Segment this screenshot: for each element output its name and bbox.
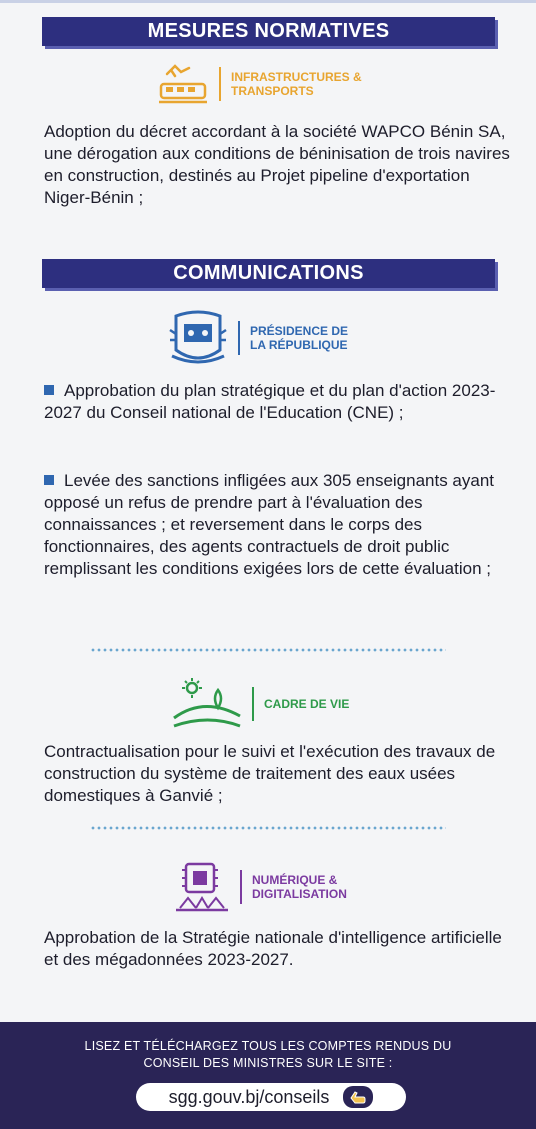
presidence-label xyxy=(250,324,348,352)
numerique-label-line2: DIGITALISATION xyxy=(252,887,347,901)
site-link-button[interactable] xyxy=(136,1083,406,1111)
presidence-label-line1: PRÉSIDENCE DE xyxy=(250,324,349,338)
presidence-item-1: Approbation du plan stratégique et du plan d'action 2023-2027 du Conseil national de l'Education (CNE) ; xyxy=(44,381,496,422)
train-icon xyxy=(157,62,209,106)
list-item xyxy=(44,380,514,424)
presidence-emblem-icon xyxy=(168,310,228,366)
dotted-divider xyxy=(90,826,446,830)
numerique-label-line1: NUMÉRIQUE & xyxy=(252,873,338,887)
footer-line2: CONSEIL DES MINISTRES SUR LE SITE : xyxy=(143,1056,393,1070)
infra-label-line1: INFRASTRUCTURES & xyxy=(231,70,362,84)
presidence-item-2: Levée des sanctions infligées aux 305 enseignants ayant opposé un refus de prendre part à l'évaluation des connaissances ; et reversement dans le corps des fonctionnaires, des agents contractuels de droit public remplissant les conditions exigées lors de cette évaluation ; xyxy=(44,471,495,578)
section-title: COMMUNICATIONS xyxy=(173,262,364,284)
bullet-icon xyxy=(44,475,54,485)
section-title: MESURES NORMATIVES xyxy=(147,20,390,42)
hand-pointer-icon xyxy=(343,1086,373,1108)
dotted-divider xyxy=(90,648,446,652)
site-url[interactable]: sgg.gouv.bj/conseils xyxy=(168,1086,330,1107)
section-banner-mesures xyxy=(42,17,495,46)
chip-icon xyxy=(174,860,230,914)
cadre-logo xyxy=(172,678,349,730)
top-border xyxy=(0,0,536,3)
presidence-label-line2: LA RÉPUBLIQUE xyxy=(250,338,348,352)
infra-label-line2: TRANSPORTS xyxy=(231,84,314,98)
footer xyxy=(0,1022,536,1129)
numerique-text: Approbation de la Stratégie nationale d'intelligence artificielle et des mégadonnées 2023-2027. xyxy=(44,928,502,969)
logo-separator xyxy=(240,870,242,904)
numerique-label xyxy=(252,873,347,901)
infra-label xyxy=(231,70,362,98)
footer-line1: LISEZ ET TÉLÉCHARGEZ TOUS LES COMPTES RENDUS DU xyxy=(84,1039,452,1053)
sun-hill-icon xyxy=(172,678,242,730)
cadre-text: Contractualisation pour le suivi et l'exécution des travaux de construction du système de traitement des eaux usées domestiques à Ganvié ; xyxy=(44,742,496,805)
cadre-label: CADRE DE VIE xyxy=(264,697,350,711)
footer-text xyxy=(30,1038,506,1072)
logo-separator xyxy=(252,687,254,721)
mesures-text: Adoption du décret accordant à la société WAPCO Bénin SA, une dérogation aux conditions de béninisation de trois navires en construction, destinés au Projet pipeline d'exportation Niger-Bénin ; xyxy=(44,122,510,207)
logo-separator xyxy=(238,321,240,355)
numerique-logo xyxy=(174,860,347,914)
infra-logo xyxy=(157,62,362,106)
list-item xyxy=(44,470,514,580)
presidence-logo xyxy=(168,310,348,366)
logo-separator xyxy=(219,67,221,101)
bullet-icon xyxy=(44,385,54,395)
section-banner-communications xyxy=(42,259,495,288)
